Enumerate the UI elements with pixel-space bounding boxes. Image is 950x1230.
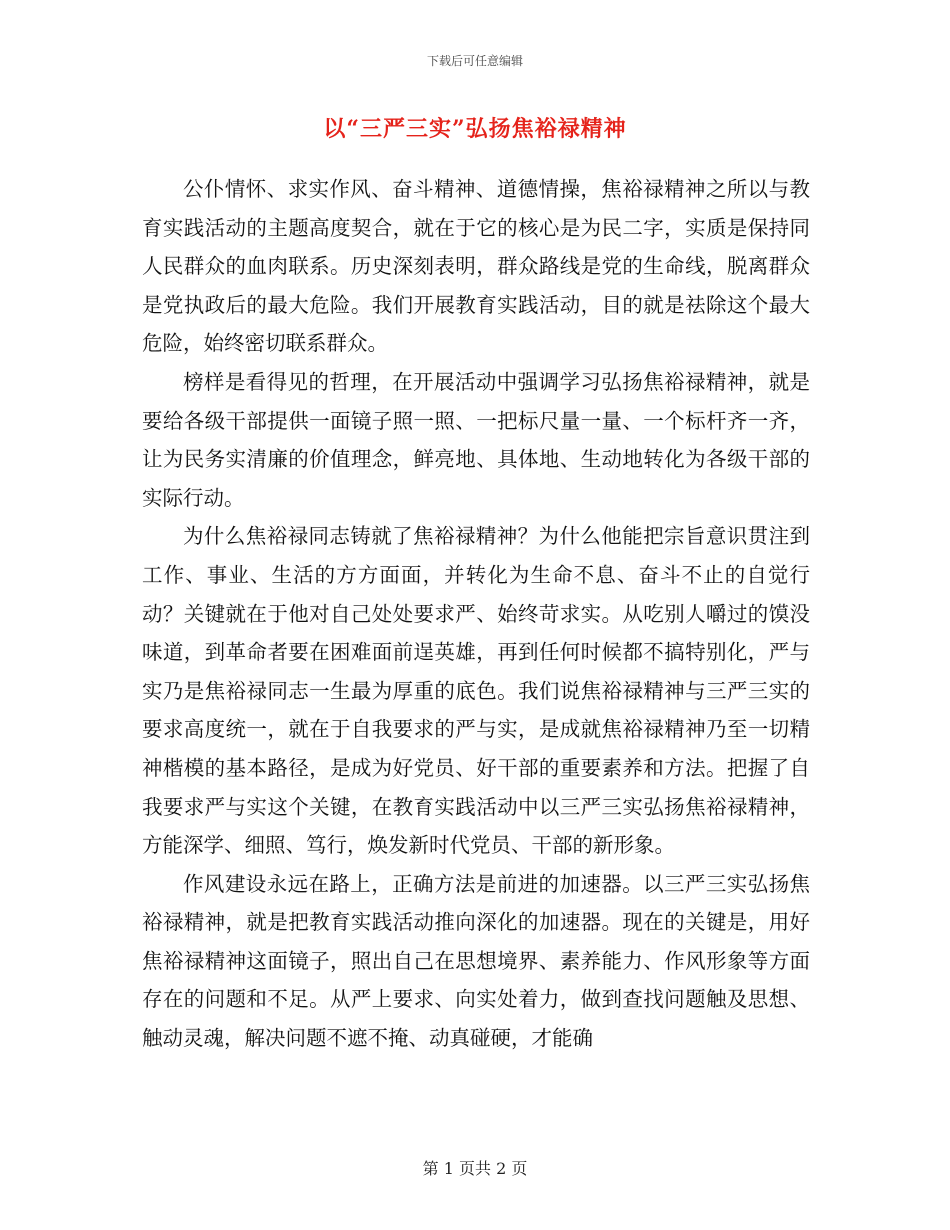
paragraph: 公仆情怀、求实作风、奋斗精神、道德情操，焦裕禄精神之所以与教育实践活动的主题高度契合，就在于它的核心是为民二字，实质是保持同人民群众的血肉联系。历史深刻表明，群众路线是党的生命线，脱离群众是党执政后的最大危险。我们开展教育实践活动，目的就是祛除这个最大危险，始终密切联系群众。 xyxy=(142,177,810,356)
paragraph: 为什么焦裕禄同志铸就了焦裕禄精神？为什么他能把宗旨意识贯注到工作、事业、生活的方方面面，并转化为生命不息、奋斗不止的自觉行动？关键就在于他对自己处处要求严、始终苛求实。从吃别人嚼过的馍没味道，到革命者要在困难面前逞英雄，再到任何时候都不搞特别化，严与实乃是焦裕禄同志一生最为厚重的底色。我们说焦裕禄精神与三严三实的要求高度统一，就在于自我要求的严与实，是成就焦裕禄精神乃至一切精神楷模的基本路径，是成为好党员、好干部的重要素养和方法。把握了自我要求严与实这个关键，在教育实践活动中以三严三实弘扬焦裕禄精神，方能深学、细照、笃行，焕发新时代党员、干部的新形象。 xyxy=(142,524,810,858)
paragraph: 作风建设永远在路上，正确方法是前进的加速器。以三严三实弘扬焦裕禄精神，就是把教育实践活动推向深化的加速器。现在的关键是，用好焦裕禄精神这面镜子，照出自己在思想境界、素养能力、作风形象等方面存在的问题和不足。从严上要求、向实处着力，做到查找问题触及思想、触动灵魂，解决问题不遮不掩、动真碰硬，才能确 xyxy=(142,871,810,1051)
document-body xyxy=(142,170,810,1058)
page-footer-number: 第 1 页共 2 页 xyxy=(422,1159,528,1178)
page-header-note: 下载后可任意编辑 xyxy=(426,54,523,68)
document-title: 以“三严三实”弘扬焦裕禄精神 xyxy=(323,116,627,142)
paragraph: 榜样是看得见的哲理，在开展活动中强调学习弘扬焦裕禄精神，就是要给各级干部提供一面镜子照一照、一把标尺量一量、一个标杆齐一齐，让为民务实清廉的价值理念，鲜亮地、具体地、生动地转化为各级干部的实际行动。 xyxy=(142,369,810,510)
